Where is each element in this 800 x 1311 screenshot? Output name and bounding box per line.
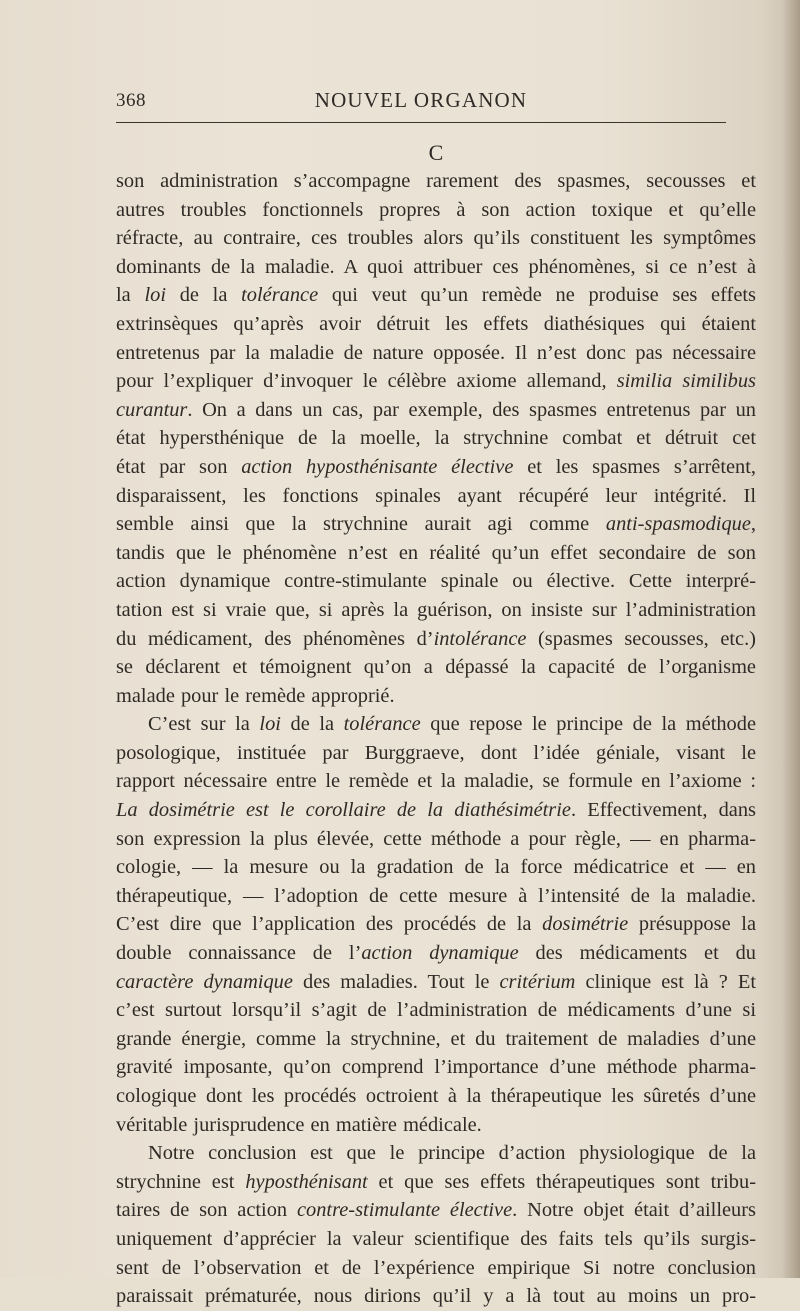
text-segment: se déclarent et témoignent qu’on a dépassé la capacité de l’organisme	[116, 656, 756, 679]
body-text	[116, 167, 756, 1311]
header-rule	[116, 122, 726, 123]
text-segment: uniquement d’apprécier la valeur scientifique des faits tels qu’ils surgis-	[116, 1227, 756, 1250]
text-line	[116, 196, 756, 225]
text-segment: tandis que le phénomène n’est en réalité qu’un effet secondaire de son	[116, 541, 756, 564]
text-segment: action dynamique contre-stimulante spinale ou élective. Cette interpré-	[116, 570, 756, 593]
text-line	[116, 567, 756, 596]
text-segment: autres troubles fonctionnels propres à son action toxique et qu’elle	[116, 198, 756, 221]
text-line	[116, 539, 756, 568]
text-line	[116, 310, 756, 339]
text-line	[116, 281, 756, 310]
text-line	[116, 910, 756, 939]
text-segment: présuppose la	[628, 913, 756, 936]
italic-text: dosimétrie	[542, 913, 629, 936]
text-segment: C’est dire que l’application des procédés de la	[116, 913, 543, 936]
text-segment: c’est surtout lorsqu’il s’agit de l’administration de médicaments d’une si	[116, 999, 756, 1022]
text-line	[116, 1053, 756, 1082]
text-segment: la	[116, 284, 145, 307]
text-line	[116, 167, 756, 196]
text-segment: état hypersthénique de la moelle, la strychnine combat et détruit cet	[116, 427, 756, 450]
text-line	[116, 710, 756, 739]
text-line	[116, 453, 756, 482]
text-segment: et que ses effets thérapeutiques sont tribu-	[367, 1170, 756, 1193]
text-segment: disparaissent, les fonctions spinales ayant récupéré leur intégrité. Il	[116, 484, 756, 507]
italic-text: similia similibus	[616, 370, 756, 393]
text-line	[116, 1025, 756, 1054]
text-segment: de la	[280, 713, 344, 736]
text-segment: Notre conclusion est que le principe d’action physiologique de la	[148, 1142, 756, 1165]
italic-text: caractère dynamique	[116, 970, 293, 993]
italic-text: loi	[259, 713, 281, 736]
text-segment: dominants de la maladie. A quoi attribuer ces phénomènes, si ce n’est à	[116, 255, 756, 278]
text-segment: que repose le principe de la méthode	[420, 713, 756, 736]
text-line	[116, 1225, 756, 1254]
text-segment: grande énergie, comme la strychnine, et du traitement de maladies d’une	[116, 1027, 756, 1050]
text-segment: son expression la plus élevée, cette méthode a pour règle, — en pharma-	[116, 827, 756, 850]
text-line	[116, 882, 756, 911]
text-segment: son administration s’accompagne rarement des spasmes, secousses et	[116, 170, 756, 192]
text-segment: du médicament, des phénomènes d’	[116, 627, 434, 650]
text-segment: posologique, instituée par Burggraeve, dont l’idée géniale, visant le	[116, 741, 756, 764]
text-line	[116, 653, 756, 682]
text-line	[116, 1139, 756, 1168]
text-segment: véritable jurisprudence en matière médicale.	[116, 1113, 482, 1136]
italic-text: curantur	[116, 398, 188, 421]
text-segment: et les spasmes s’arrêtent,	[513, 455, 756, 478]
text-segment: gravité imposante, qu’on comprend l’importance d’une méthode pharma-	[116, 1056, 756, 1079]
text-line	[116, 796, 756, 825]
text-line	[116, 625, 756, 654]
text-line	[116, 1111, 756, 1140]
italic-text: anti-spasmodique	[605, 513, 751, 536]
text-segment: ,	[750, 513, 756, 536]
text-segment: taires de son action	[116, 1199, 297, 1222]
text-segment: clinique est là ? Et	[575, 970, 756, 993]
text-segment: rapport nécessaire entre le remède et la maladie, se formule en l’axiome :	[116, 770, 756, 793]
text-segment: réfracte, au contraire, ces troubles alors qu’ils constituent les symptômes	[116, 227, 756, 250]
text-line	[116, 253, 756, 282]
italic-text: action dynamique	[361, 942, 519, 965]
text-line	[116, 767, 756, 796]
text-line	[116, 739, 756, 768]
italic-text: tolérance	[241, 284, 319, 307]
text-line	[116, 968, 756, 997]
text-line	[116, 1282, 756, 1311]
text-segment: extrinsèques qu’après avoir détruit les effets diathésiques qui étaient	[116, 312, 756, 335]
text-line	[116, 1168, 756, 1197]
text-segment: état par son	[116, 455, 242, 478]
page-edge-shadow	[782, 0, 800, 1278]
text-line	[116, 224, 756, 253]
text-line	[116, 396, 756, 425]
text-line	[116, 1196, 756, 1225]
text-line	[116, 510, 756, 539]
text-line	[116, 825, 756, 854]
text-line	[116, 996, 756, 1025]
text-segment: des maladies. Tout le	[292, 970, 500, 993]
text-segment: entretenus par la maladie de nature opposée. Il n’est donc pas nécessaire	[116, 341, 756, 364]
text-segment: semble ainsi que la strychnine aurait agi comme	[116, 513, 606, 536]
text-segment: pour l’expliquer d’invoquer le célèbre axiome allemand,	[116, 370, 617, 393]
text-segment: qui veut qu’un remède ne produise ses effets	[318, 284, 756, 307]
text-segment: des médicaments et du	[518, 942, 756, 965]
italic-text: action hyposthénisante élective	[241, 455, 514, 478]
text-segment: . Notre objet était d’ailleurs	[512, 1199, 756, 1222]
text-segment: (spasmes secousses, etc.)	[526, 627, 756, 650]
page-number: 368	[116, 90, 146, 111]
text-line	[116, 424, 756, 453]
italic-text: intolérance	[433, 627, 527, 650]
text-segment: double connaissance de l’	[116, 942, 362, 965]
text-line	[116, 682, 756, 711]
text-line	[116, 596, 756, 625]
text-line	[116, 367, 756, 396]
running-title: NOUVEL ORGANON	[314, 88, 528, 112]
italic-text: tolérance	[343, 713, 421, 736]
text-line	[116, 339, 756, 368]
italic-text: contre-stimulante élective	[296, 1199, 513, 1222]
page-header	[116, 88, 726, 118]
text-line	[116, 482, 756, 511]
text-segment: C’est sur la	[148, 713, 260, 736]
text-segment: paraissait prématurée, nous dirions qu’il y a là tout au moins un pro-	[116, 1285, 756, 1308]
text-segment: . Effectivement, dans	[570, 799, 756, 822]
text-segment: thérapeutique, — l’adoption de cette mesure à l’intensité de la maladie.	[116, 884, 756, 907]
section-letter: C	[428, 140, 444, 165]
text-segment: cologique dont les procédés octroient à la thérapeutique les sûretés d’une	[116, 1085, 756, 1107]
italic-text: critérium	[499, 970, 576, 993]
text-segment: sent de l’observation et de l’expérience empirique Si notre conclusion	[116, 1256, 756, 1279]
text-segment: de la	[165, 284, 242, 307]
text-segment: malade pour le remède approprié.	[116, 684, 395, 707]
text-line	[116, 1082, 756, 1111]
italic-text: La dosimétrie est le corollaire de la diathésimétrie	[116, 799, 571, 822]
text-segment: cologie, — la mesure ou la gradation de la force médicatrice et — en	[116, 856, 756, 879]
text-line	[116, 853, 756, 882]
text-segment: tation est si vraie que, si après la guérison, on insiste sur l’administration	[116, 598, 756, 621]
italic-text: loi	[144, 284, 166, 307]
text-line	[116, 939, 756, 968]
text-segment: . On a dans un cas, par exemple, des spasmes entretenus par un	[187, 398, 756, 421]
italic-text: hyposthénisant	[245, 1170, 368, 1193]
text-segment: strychnine est	[116, 1170, 246, 1193]
